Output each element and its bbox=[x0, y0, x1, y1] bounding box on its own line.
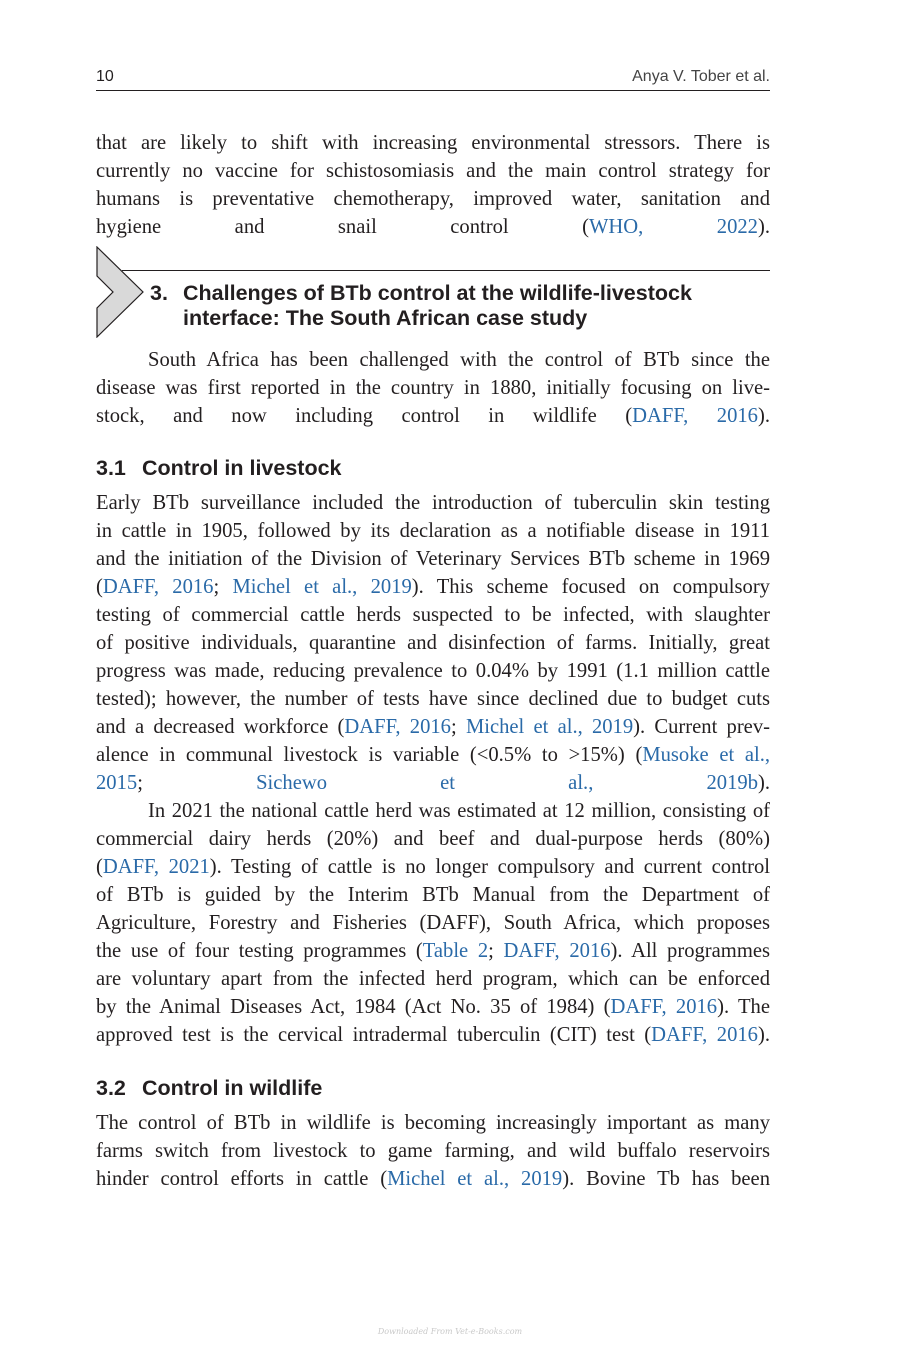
section-title-line: Challenges of BTb control at the wildlife-livestock bbox=[183, 281, 692, 305]
download-watermark: Downloaded From Vet-e-Books.com bbox=[377, 1327, 523, 1336]
intro-paragraph bbox=[96, 129, 770, 241]
citation-link[interactable]: 2015 bbox=[96, 772, 138, 794]
text-run: ). Bovine Tb has been bbox=[562, 1168, 770, 1190]
text-line bbox=[96, 213, 770, 241]
text-run: ; bbox=[488, 940, 504, 962]
text-line bbox=[96, 573, 770, 601]
citation-link[interactable]: DAFF, 2016 bbox=[102, 576, 214, 598]
text-run: ). This scheme focused on compulsory bbox=[411, 576, 770, 598]
subsection-heading bbox=[96, 1075, 322, 1101]
text-line: are voluntary apart from the infected herd program, which can be enforced bbox=[96, 968, 770, 990]
subsection-3-1-paragraph-2 bbox=[96, 797, 770, 1049]
section-chevron-icon bbox=[96, 246, 144, 338]
text-line: commercial dairy herds (20%) and beef and dual-purpose herds (80%) bbox=[96, 828, 770, 850]
citation-link[interactable]: WHO, 2022 bbox=[588, 216, 758, 238]
text-line: of positive individuals, quarantine and disinfection of farms. Initially, great bbox=[96, 632, 770, 654]
citation-link[interactable]: DAFF, 2021 bbox=[102, 856, 210, 878]
subsection-number: 3.1 bbox=[96, 456, 126, 480]
text-line: farms switch from livestock to game farming, and wild buffalo reservoirs bbox=[96, 1140, 770, 1162]
text-line: that are likely to shift with increasing environmental stressors. There is bbox=[96, 132, 770, 154]
text-line bbox=[96, 713, 770, 741]
text-run: ). Testing of cattle is no longer compulsory and current control bbox=[209, 856, 770, 878]
text-run: ; bbox=[213, 576, 233, 598]
citation-link[interactable]: DAFF, 2016 bbox=[344, 716, 451, 738]
section-rule bbox=[122, 270, 770, 271]
text-line: tested); however, the number of tests have since declined due to budget cuts bbox=[96, 688, 770, 710]
text-run: ( bbox=[96, 856, 103, 878]
text-run: ). bbox=[758, 772, 771, 794]
text-line: In 2021 the national cattle herd was estimated at 12 million, consisting of bbox=[148, 800, 770, 822]
text-run: ). bbox=[757, 1024, 770, 1046]
subsection-title: Control in wildlife bbox=[142, 1076, 323, 1100]
text-run: ; bbox=[137, 772, 257, 794]
text-run: the use of four testing programmes ( bbox=[96, 940, 423, 962]
text-line bbox=[96, 1165, 770, 1193]
page-number: 10 bbox=[96, 68, 114, 85]
text-line bbox=[96, 853, 770, 881]
citation-link[interactable]: Michel et al., 2019 bbox=[232, 576, 412, 598]
text-run: hygiene and snail control ( bbox=[96, 216, 589, 238]
text-line: in cattle in 1905, followed by its declaration as a notifiable disease in 1911 bbox=[96, 520, 770, 542]
text-line: humans is preventative chemotherapy, improved water, sanitation and bbox=[96, 188, 770, 210]
text-line bbox=[96, 402, 770, 430]
running-head bbox=[96, 66, 770, 91]
text-line: of BTb is guided by the Interim BTb Manual from the Department of bbox=[96, 884, 770, 906]
text-line: disease was first reported in the country in 1880, initially focusing on live- bbox=[96, 377, 770, 399]
section-3-paragraph bbox=[96, 346, 770, 430]
text-run: by the Animal Diseases Act, 1984 (Act No. 35 of 1984) ( bbox=[96, 996, 611, 1018]
text-run: hinder control efforts in cattle ( bbox=[96, 1168, 388, 1190]
citation-link[interactable]: Musoke et al., bbox=[642, 744, 771, 766]
subsection-heading bbox=[96, 455, 342, 481]
text-run: ). The bbox=[717, 996, 770, 1018]
running-head-authors: Anya V. Tober et al. bbox=[632, 68, 770, 85]
text-line bbox=[96, 769, 770, 797]
subsection-3-1-paragraph-1 bbox=[96, 489, 770, 797]
citation-link[interactable]: DAFF, 2016 bbox=[610, 996, 718, 1018]
text-run: stock, and now including control in wildlife ( bbox=[96, 405, 633, 427]
text-run: ; bbox=[450, 716, 466, 738]
text-line: and the initiation of the Division of Veterinary Services BTb scheme in 1969 bbox=[96, 548, 770, 570]
section-title bbox=[183, 281, 773, 331]
subsection-3-2-paragraph bbox=[96, 1109, 770, 1193]
text-run: ( bbox=[96, 576, 103, 598]
subsection-title: Control in livestock bbox=[142, 456, 342, 480]
text-line: Agriculture, Forestry and Fisheries (DAFF), South Africa, which proposes bbox=[96, 912, 770, 934]
section-number: 3. bbox=[150, 281, 168, 305]
text-run: ). bbox=[757, 405, 770, 427]
text-run: approved test is the cervical intradermal tuberculin (CIT) test ( bbox=[96, 1024, 652, 1046]
citation-link[interactable]: Sichewo et al., 2019b bbox=[256, 772, 758, 794]
text-line: progress was made, reducing prevalence to 0.04% by 1991 (1.1 million cattle bbox=[96, 660, 770, 682]
text-line bbox=[96, 993, 770, 1021]
text-line: The control of BTb in wildlife is becoming increasingly important as many bbox=[96, 1112, 770, 1134]
text-run: ). bbox=[757, 216, 770, 238]
citation-link[interactable]: DAFF, 2016 bbox=[632, 405, 758, 427]
text-run: and a decreased workforce ( bbox=[96, 716, 345, 738]
section-title-line: interface: The South African case study bbox=[183, 306, 588, 330]
subsection-number: 3.2 bbox=[96, 1076, 126, 1100]
text-run: ). Current prev- bbox=[633, 716, 770, 738]
text-line: South Africa has been challenged with the control of BTb since the bbox=[148, 349, 770, 371]
citation-link[interactable]: DAFF, 2016 bbox=[651, 1024, 758, 1046]
text-run: ). All programmes bbox=[610, 940, 770, 962]
text-run: alence in communal livestock is variable (<0.5% to >15%) ( bbox=[96, 744, 643, 766]
text-line: testing of commercial cattle herds suspected to be infected, with slaughter bbox=[96, 604, 770, 626]
table-reference-link[interactable]: Table 2 bbox=[422, 940, 489, 962]
text-line bbox=[96, 1021, 770, 1049]
text-line: Early BTb surveillance included the introduction of tuberculin skin testing bbox=[96, 492, 770, 514]
citation-link[interactable]: Michel et al., 2019 bbox=[465, 716, 634, 738]
text-line bbox=[96, 937, 770, 965]
text-line: currently no vaccine for schistosomiasis and the main control strategy for bbox=[96, 160, 770, 182]
citation-link[interactable]: DAFF, 2016 bbox=[503, 940, 611, 962]
text-line bbox=[96, 741, 770, 769]
citation-link[interactable]: Michel et al., 2019 bbox=[387, 1168, 563, 1190]
